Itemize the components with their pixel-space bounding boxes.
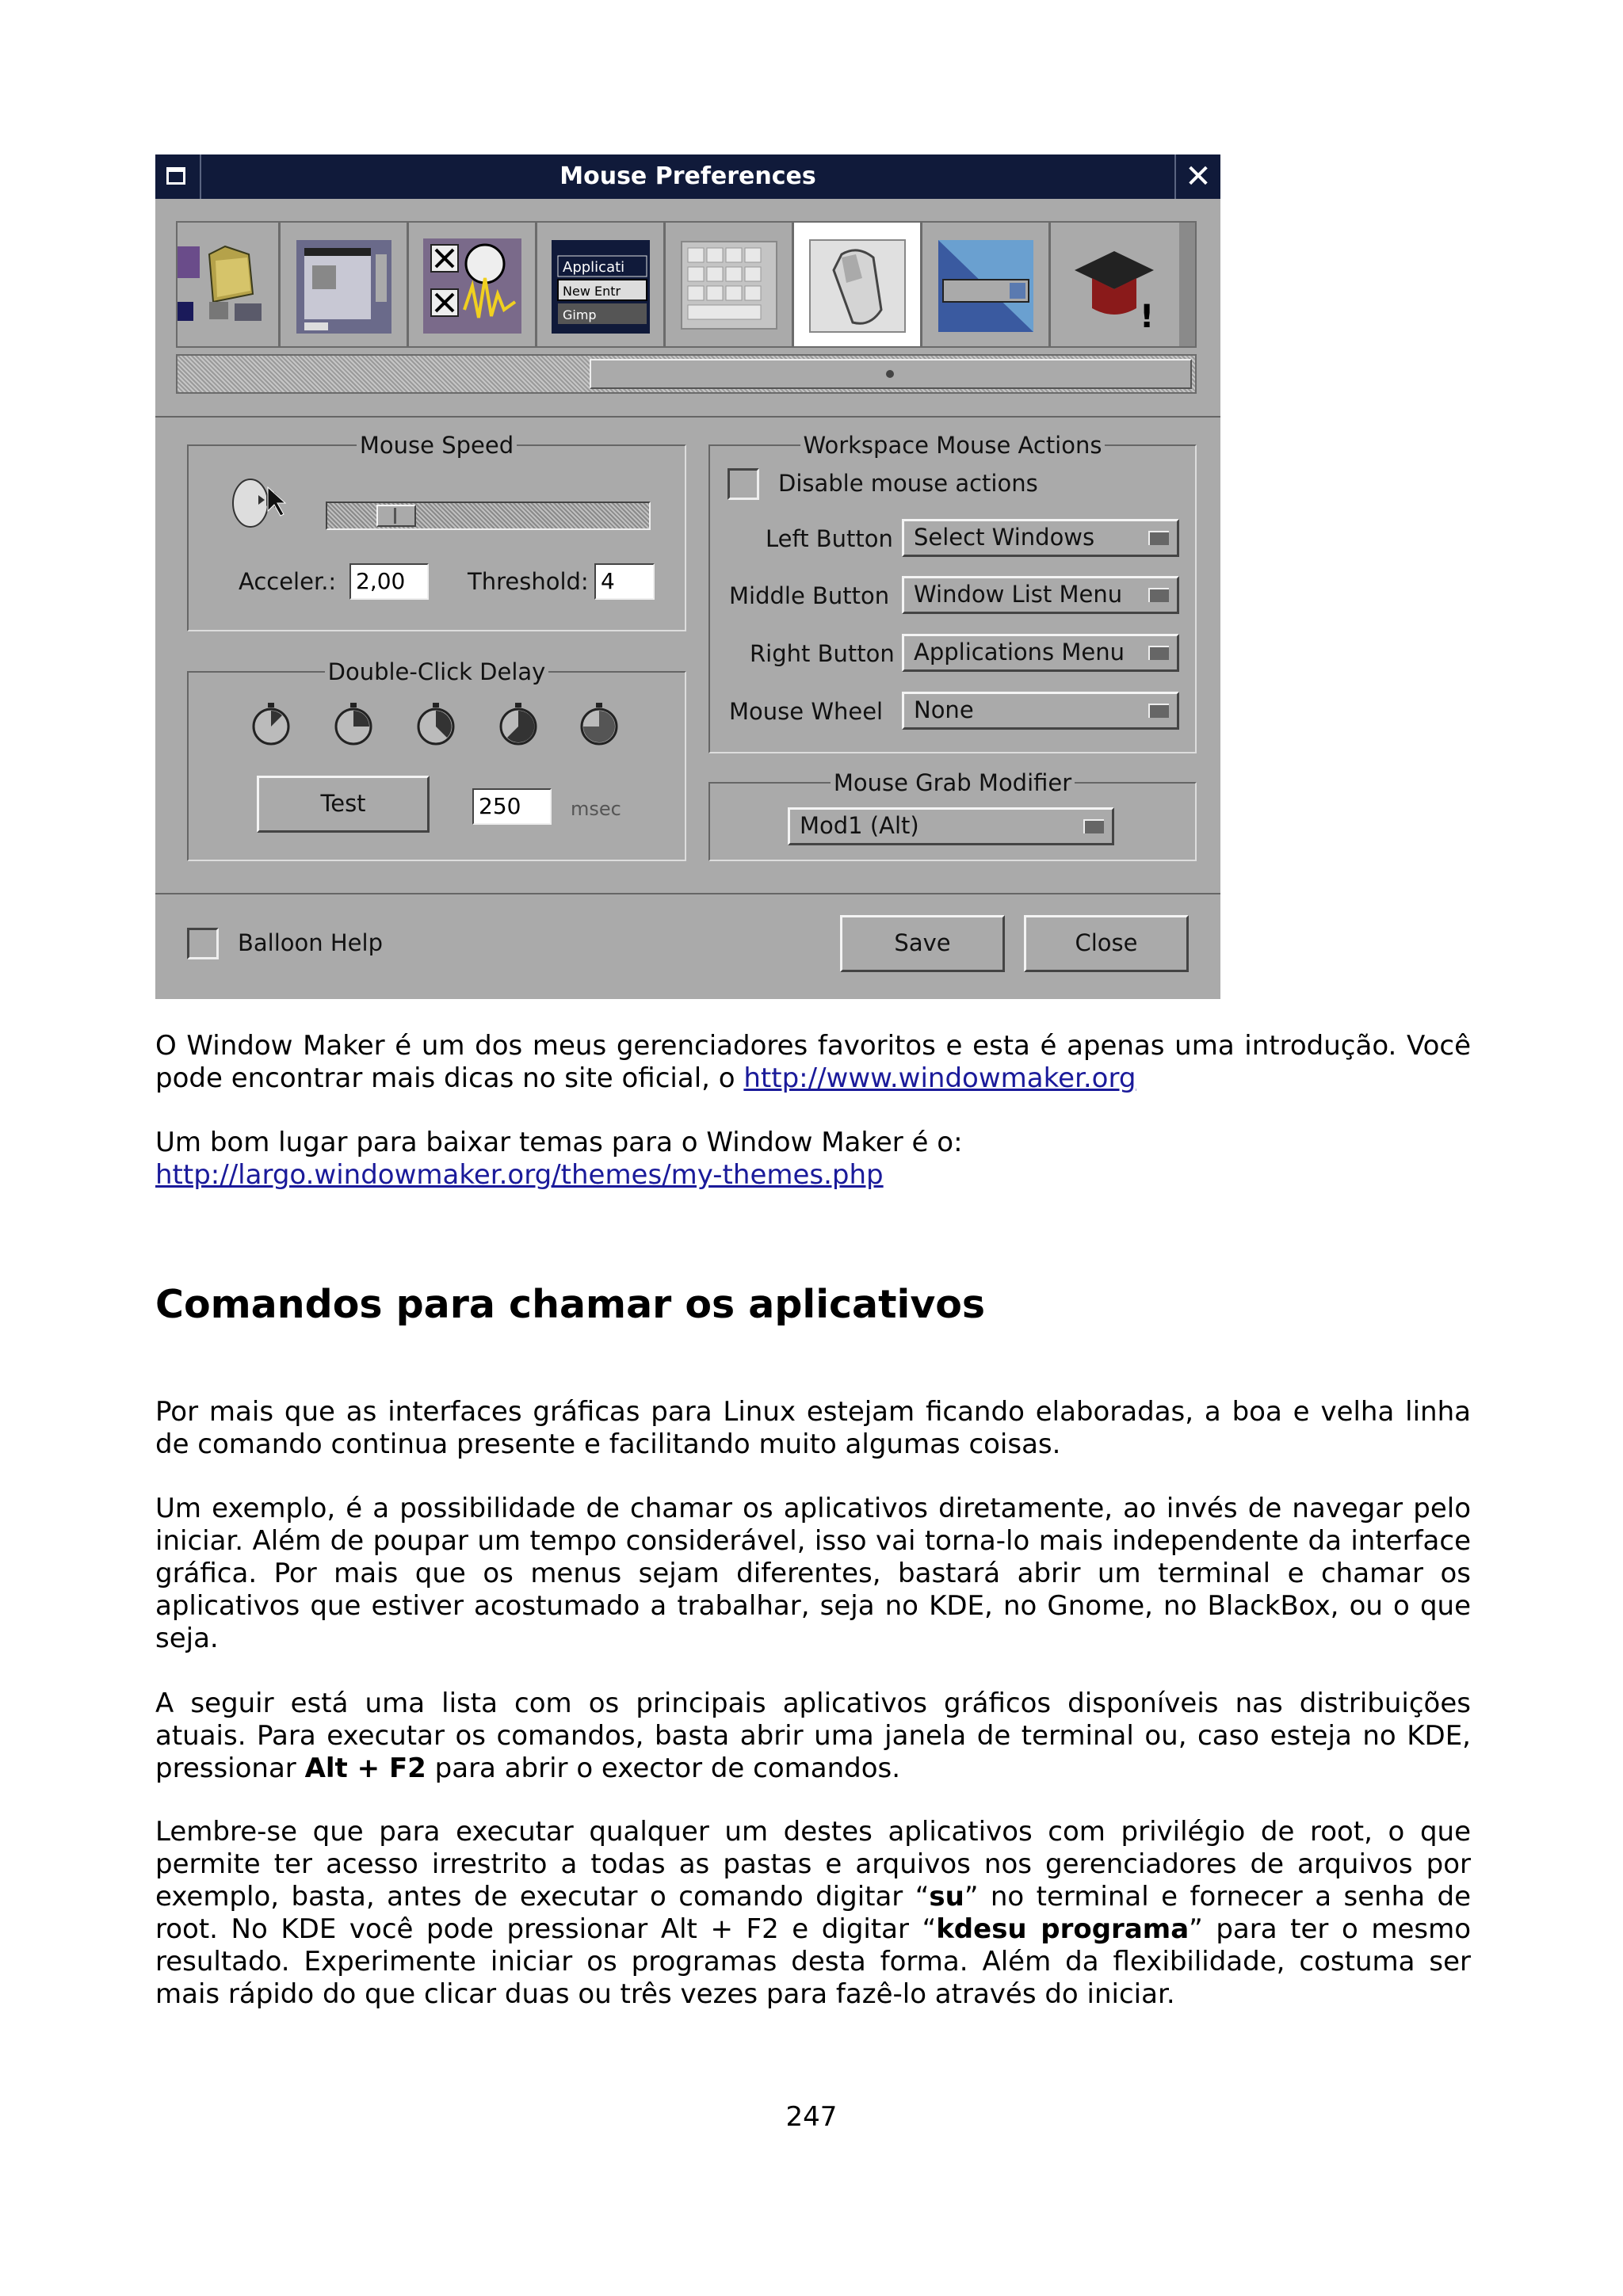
mouse-icon [794,223,921,346]
grab-modifier-legend: Mouse Grab Modifier [831,769,1075,796]
mouse-preferences-window [155,154,1220,999]
keyboard-icon-cell[interactable] [666,223,794,346]
p6-bold-su: su [929,1881,964,1913]
icon-preferences-icon [409,223,536,346]
double-click-legend: Double-Click Delay [325,658,549,685]
acceler-label: Acceler.: [239,568,337,595]
icon-text-applicati: Applicati [563,259,625,276]
icon-text-new-entry: New Entr [563,284,621,299]
grab-modifier-value: Mod1 (Alt) [800,812,919,839]
svg-text:!: ! [1140,299,1155,335]
right-button-label: Right Button [750,640,895,667]
msec-label: msec [571,798,621,820]
mouse-wheel-popup[interactable] [902,692,1179,730]
title-bar[interactable] [155,154,1220,199]
p6-text-c: ” para ter o mesmo resultado. Experimente iniciar os programas desta forma. Além da flexibilidade, costuma ser mais rápido do que clicar duas ou três vezes para fazê-lo através do iniciar. [155,1913,1472,2010]
left-button-label: Left Button [766,525,893,552]
p5-text-a: A seguir está uma lista com os principais aplicativos gráficos disponíveis nas distribuições atuais. Para executar os comandos, basta abrir uma janela de terminal ou, caso esteja no KDE, pressionar [155,1688,1471,1784]
popup-indicator-icon [1148,704,1169,718]
p5-text-b: para abrir o exector de comandos. [426,1753,901,1784]
paragraph-root-privileges [155,1816,1471,2011]
p6-bold-kdesu: kdesu programa [936,1913,1190,1945]
p6-text-b: ” no terminal e fornecer a senha de root. No KDE você pode pressionar Alt + F2 e digitar “ [155,1881,1472,1945]
delay-input[interactable]: 250 [472,788,552,825]
p1-text: O Window Maker é um dos meus gerenciadores favoritos e esta é apenas uma introdução. Você pode encontrar mais dicas no site oficial, o [155,1030,1471,1094]
keyboard-icon [666,223,792,346]
paragraph-themes [155,1127,1471,1192]
page-number: 247 [785,2101,838,2133]
double-click-delay-group [187,658,686,861]
mouse-speed-slider-thumb[interactable] [376,505,416,527]
popup-indicator-icon [1148,531,1169,545]
files-icon [178,223,277,346]
paragraph-list-intro [155,1688,1471,1785]
balloon-help-checkbox[interactable] [187,928,219,959]
disable-mouse-actions-checkbox[interactable] [727,468,759,500]
acceler-input[interactable]: 2,00 [349,563,429,600]
mouse-wheel-label: Mouse Wheel [729,698,884,725]
delay-2-icon[interactable] [333,701,374,746]
mouse-speed-legend: Mouse Speed [357,432,517,459]
mouse-speed-icon [219,463,298,535]
close-window-button[interactable] [1174,154,1220,199]
paragraph-windowmaker-intro [155,1030,1471,1095]
section-heading: Comandos para chamar os aplicativos [155,1282,986,1327]
files-icon-cell[interactable] [178,223,281,346]
threshold-input[interactable]: 4 [594,563,655,600]
test-button[interactable]: Test [257,776,430,833]
delay-1-icon[interactable] [250,701,292,746]
menu-preferences-icon-cell[interactable] [537,223,666,346]
popup-indicator-icon [1148,646,1169,660]
close-button[interactable]: Close [1024,915,1189,972]
divider [155,893,1220,894]
appearance-icon [922,223,1049,346]
windowmaker-link[interactable]: http://www.windowmaker.org [743,1062,1136,1094]
left-button-popup[interactable] [902,519,1179,557]
themes-link[interactable]: http://largo.windowmaker.org/themes/my-themes.php [155,1159,884,1191]
delay-4-icon[interactable] [498,701,539,746]
icon-preferences-icon-cell[interactable] [409,223,537,346]
popup-indicator-icon [1148,588,1169,602]
balloon-help-label: Balloon Help [238,929,383,956]
middle-button-popup[interactable] [902,576,1179,614]
middle-button-value: Window List Menu [914,581,1123,608]
icon-text-gimp: Gimp [563,307,597,322]
delay-3-icon[interactable] [415,701,456,746]
expert-user-icon [1051,223,1178,346]
right-button-value: Applications Menu [914,639,1125,666]
window-options-icon [281,223,407,346]
scrollbar-knob[interactable] [590,359,1192,389]
workspace-actions-legend: Workspace Mouse Actions [800,432,1106,459]
threshold-label: Threshold: [468,568,589,595]
mouse-wheel-value: None [914,696,974,723]
p2-text: Um bom lugar para baixar temas para o Window Maker é o: [155,1127,963,1158]
mouse-icon-cell[interactable] [794,223,922,346]
disable-mouse-actions-label: Disable mouse actions [778,470,1038,497]
expert-user-icon-cell[interactable] [1051,223,1179,346]
divider [155,416,1220,418]
right-button-popup[interactable] [902,634,1179,672]
middle-button-label: Middle Button [729,582,890,609]
mouse-speed-slider[interactable] [326,502,651,530]
paragraph-command-line: Por mais que as interfaces gráficas para Linux estejam ficando elaboradas, a boa e velha linha de comando continua presente e facilitando muito algumas coisas. [155,1396,1471,1460]
close-icon: ✕ [1185,158,1212,195]
p6-text-a: Lembre-se que para executar qualquer um destes aplicativos com privilégio de root, o que permite ter acesso irrestrito a todas as pastas e arquivos nos gerenciadores de arquivos por exemplo, basta, antes de executar o comando digitar “ [155,1816,1471,1913]
window-title: Mouse Preferences [559,162,816,190]
appearance-icon-cell[interactable] [922,223,1051,346]
icon-strip-scrollbar[interactable] [176,354,1197,394]
left-button-value: Select Windows [914,524,1095,551]
p5-bold: Alt + F2 [304,1753,426,1784]
preferences-icon-strip [176,221,1197,348]
popup-indicator-icon [1083,819,1104,833]
delay-5-icon[interactable] [579,701,620,746]
paragraph-example: Um exemplo, é a possibilidade de chamar os aplicativos diretamente, ao invés de navegar pelo iniciar. Além de poupar um tempo considerável, isso vai torna-lo mais independente da interface gráfica. Por mais que os menus sejam diferentes, bastará abrir um terminal e chamar os aplicativos que estiver acostumado a trabalhar, seja no KDE, no Gnome, no BlackBox, ou o que seja. [155,1493,1471,1654]
grab-modifier-popup[interactable] [788,807,1114,845]
window-options-icon-cell[interactable] [281,223,409,346]
save-button[interactable]: Save [840,915,1005,972]
menu-preferences-icon [537,223,664,346]
